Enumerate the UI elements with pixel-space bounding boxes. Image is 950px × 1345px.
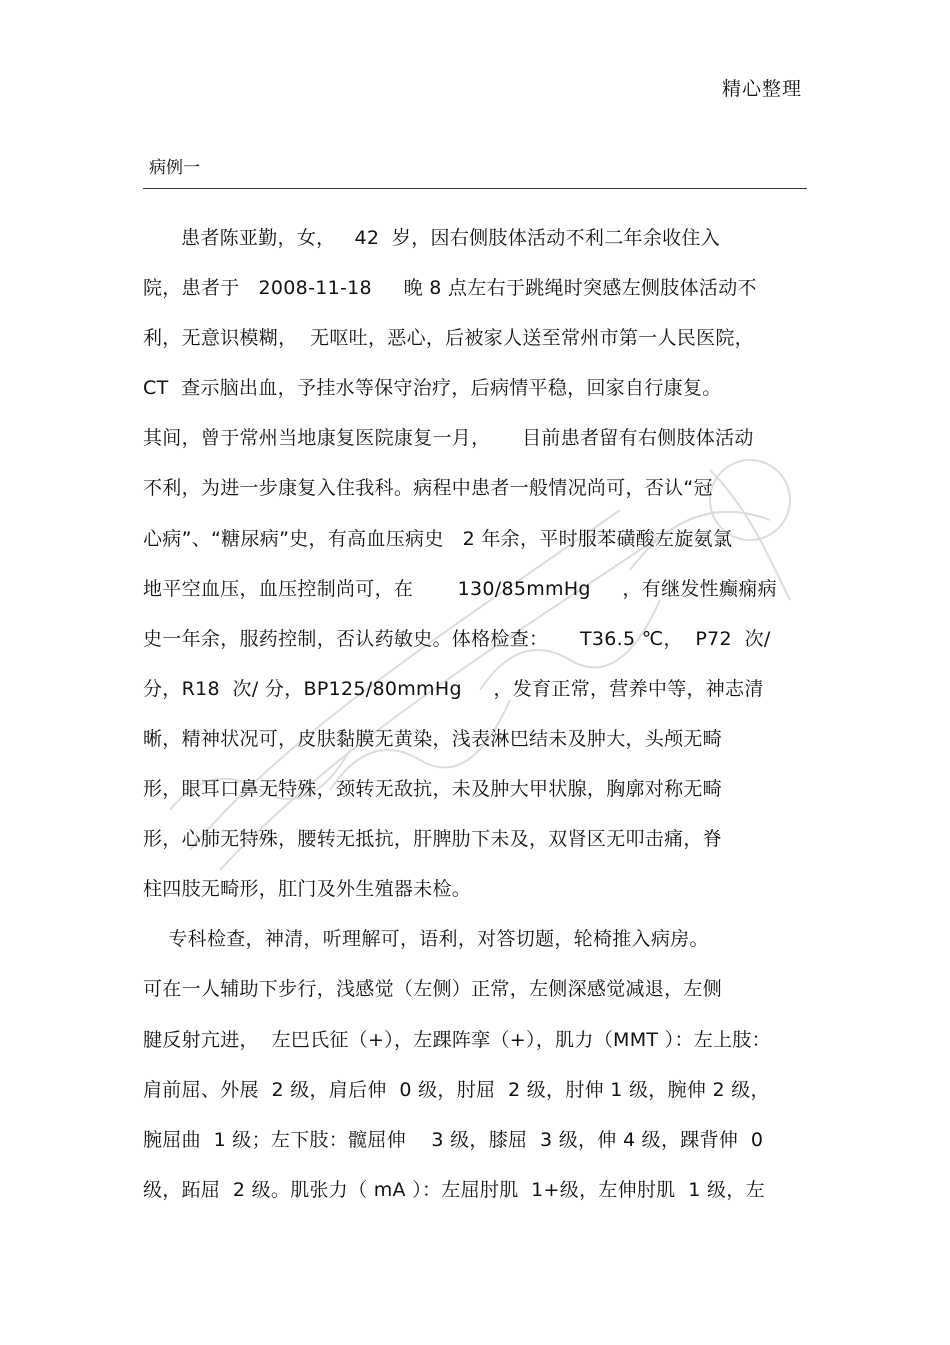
body-line: 患者陈亚勤，女， 42 岁，因右侧肢体活动不利二年余收住入	[143, 227, 721, 249]
body-line: 柱四肢无畸形，肛门及外生殖器未检。	[143, 878, 472, 901]
body-line: 级，跖屈 2 级。肌张力（ mA ）：左屈肘肌 1+级，左伸肘肌 1 级，左	[143, 1178, 765, 1201]
body-line: 心病”、“糖尿病”史，有高血压病史 2 年余，平时服苯磺酸左旋氨氯	[143, 527, 733, 550]
body-line: 形，心肺无特殊，腰转无抵抗，肝脾肋下未及，双肾区无叩击痛，脊	[143, 828, 723, 851]
body-line: 分，R18 次/ 分，BP125/80mmHg ，发育正常，营养中等，神志清	[143, 677, 764, 700]
body-line: 地平空血压，血压控制尚可，在 130/85mmHg ，有继发性癫痫病	[143, 577, 777, 600]
title-divider	[143, 188, 807, 189]
body-line: 利，无意识模糊， 无呕吐，恶心，后被家人送至常州市第一人民医院，	[143, 327, 754, 350]
body-line: 不利，为进一步康复入住我科。病程中患者一般情况尚可，否认“冠	[143, 477, 713, 500]
body-line: 其间，曾于常州当地康复医院康复一月， 目前患者留有右侧肢体活动	[143, 427, 754, 450]
body-line: 形，眼耳口鼻无特殊，颈转无敌抗，未及肿大甲状腺，胸廓对称无畸	[143, 778, 723, 801]
body-line: 院，患者于 2008-11-18 晚 8 点左右于跳绳时突感左侧肢体活动不	[143, 277, 757, 300]
body-line: 史一年余，服药控制，否认药敏史。体格检查： T36.5 ℃， P72 次/	[143, 627, 771, 650]
body-line: CT 查示脑出血，予挂水等保守治疗，后病情平稳，回家自行康复。	[143, 377, 722, 400]
body-line: 晰，精神状况可，皮肤黏膜无黄染，浅表淋巴结未及肿大，头颅无畸	[143, 727, 723, 750]
body-line: 腕屈曲 1 级；左下肢：髋屈伸 3 级，膝屈 3 级，伸 4 级，踝背伸 0	[143, 1128, 764, 1151]
body-line: 可在一人辅助下步行，浅感觉（左侧）正常，左侧深感觉减退，左侧	[143, 978, 723, 1001]
case-title: 病例一	[149, 158, 200, 178]
body-line: 肩前屈、外展 2 级，肩后伸 0 级，肘屈 2 级，肘伸 1 级，腕伸 2 级，	[143, 1078, 770, 1101]
case-body	[143, 221, 823, 1223]
body-line: 腱反射亢进， 左巴氏征（+），左踝阵挛（+），肌力（MMT ）：左上肢：	[143, 1028, 771, 1051]
body-line: 专科检查，神清，听理解可，语利，对答切题，轮椅推入病房。	[143, 928, 709, 951]
header-label: 精心整理	[721, 78, 802, 100]
